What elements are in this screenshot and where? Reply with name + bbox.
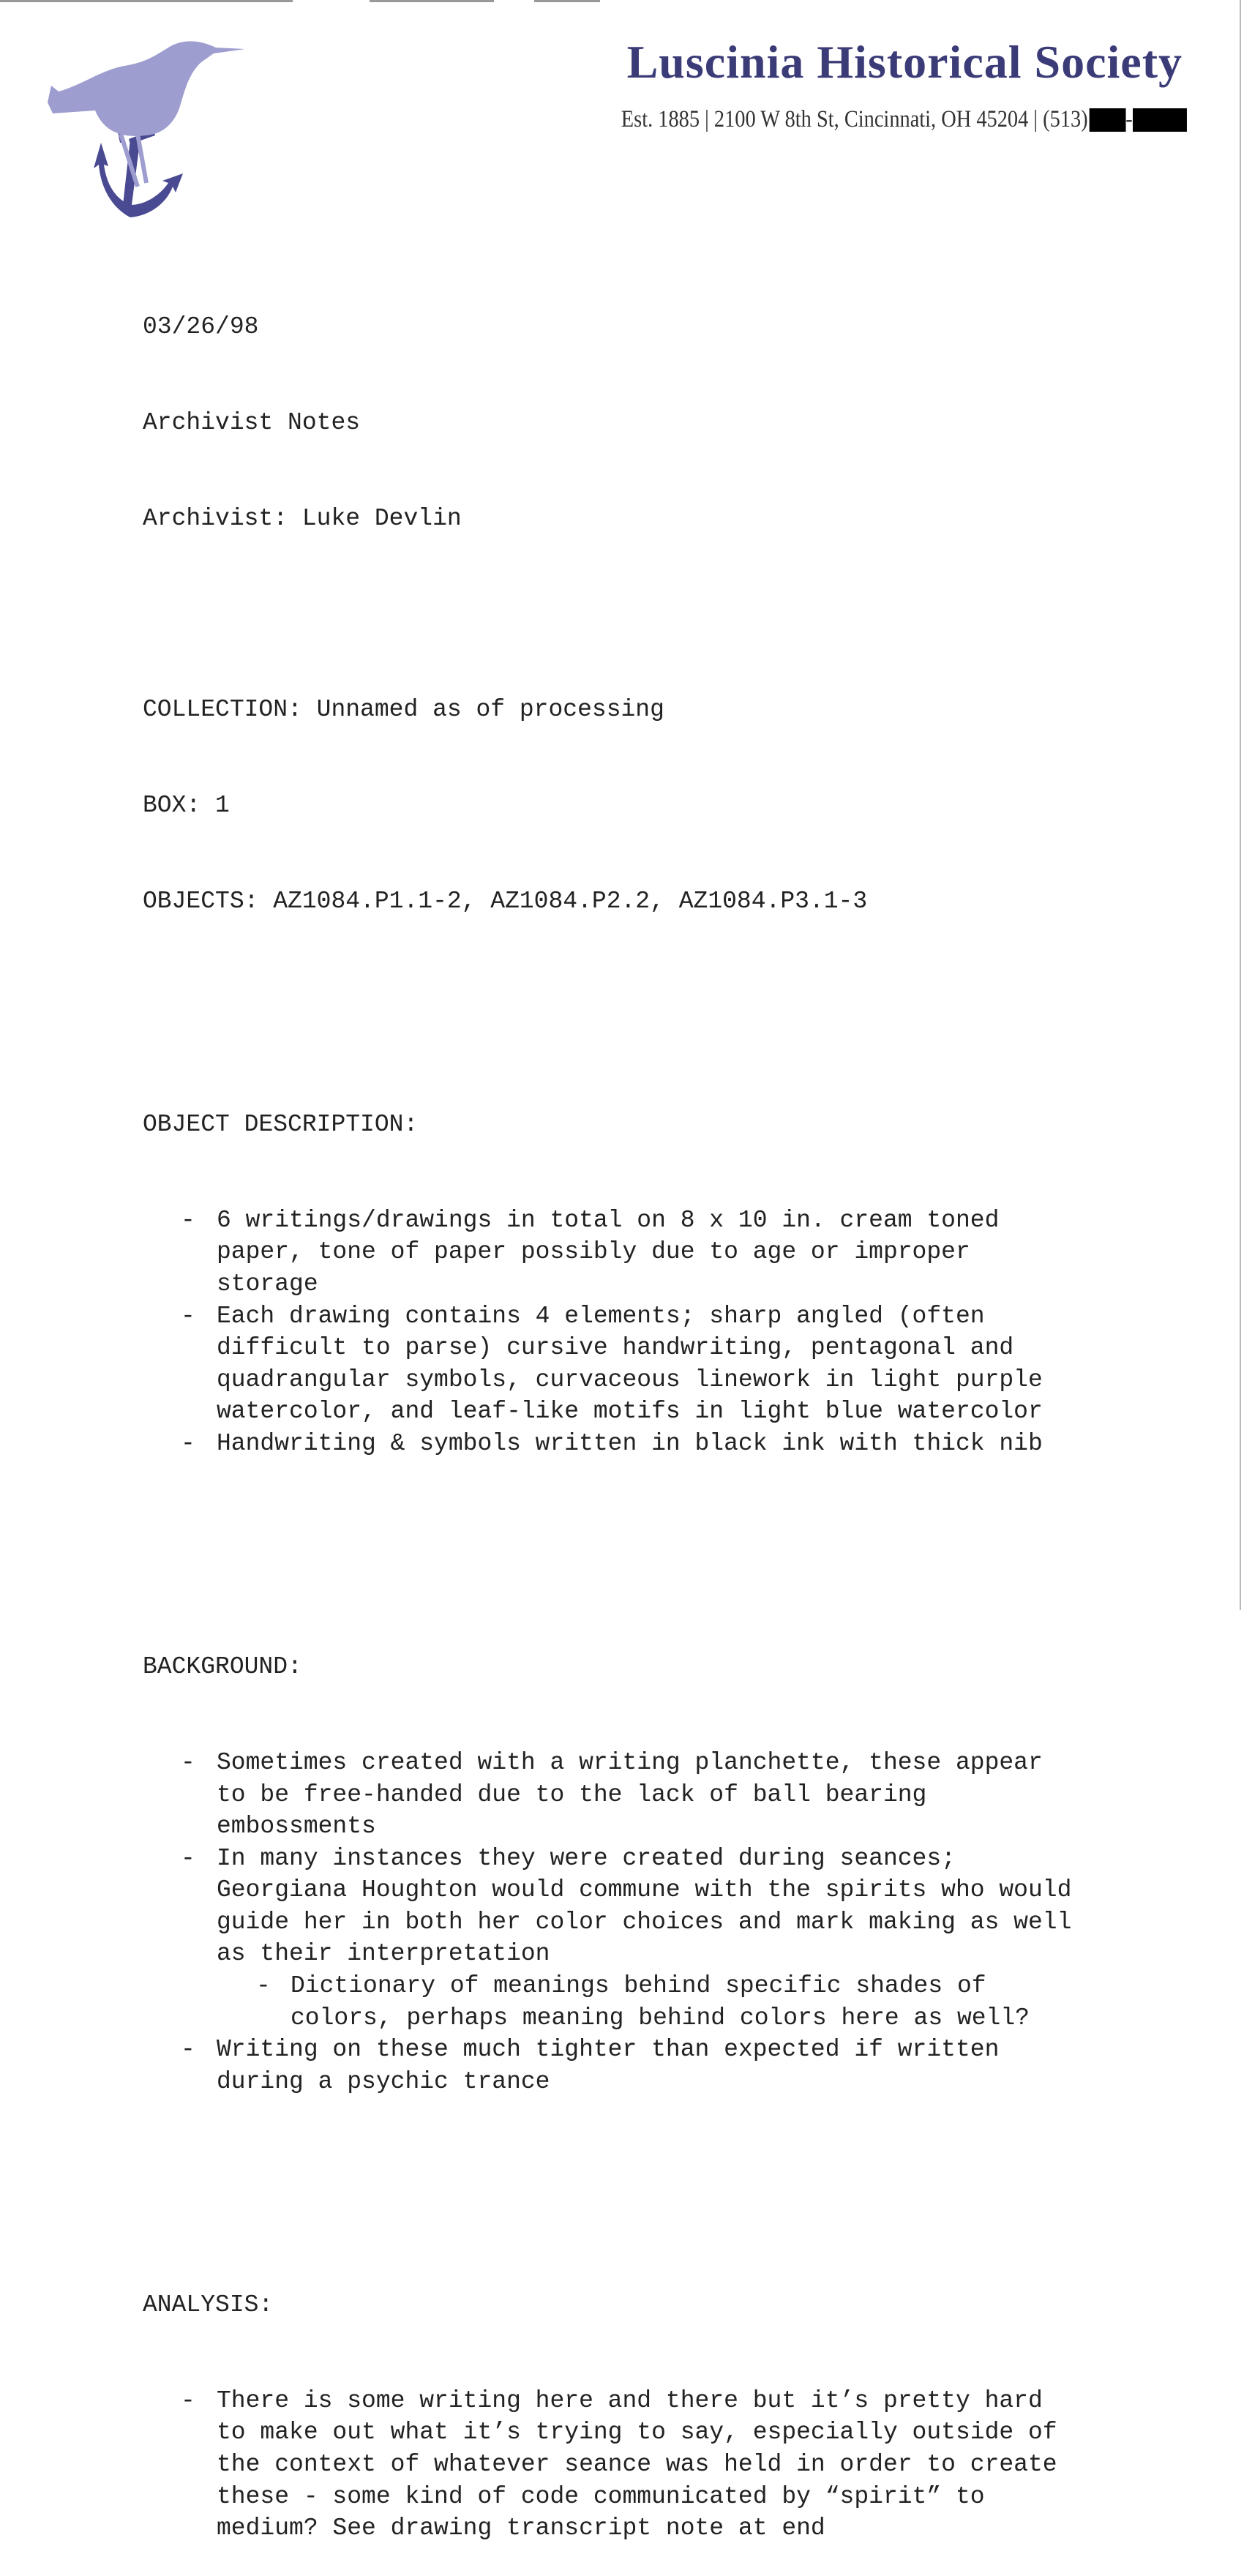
- box: BOX: 1: [143, 792, 230, 820]
- bullet-line: quadrangular symbols, curvaceous linework in light purple: [217, 1366, 1043, 1393]
- address-text: Est. 1885 | 2100 W 8th St, Cincinnati, OH 45204 | (513): [621, 106, 1088, 132]
- bullet-item: [143, 2034, 1071, 2097]
- bullet-dash: -: [181, 1206, 195, 1234]
- bullet-item: [143, 1843, 1071, 1970]
- bullet-line: paper, tone of paper possibly due to age or improper: [217, 1238, 970, 1266]
- organization-title: Luscinia Historical Society: [626, 36, 1183, 88]
- bullet-line: these - some kind of code communicated by “spirit” to: [217, 2482, 985, 2510]
- bullet-line: the context of whatever seance was held in order to create: [217, 2450, 1057, 2478]
- objects: OBJECTS: AZ1084.P1.1-2, AZ1084.P2.2, AZ1084.P3.1-3: [143, 887, 868, 915]
- bullet-line: 6 writings/drawings in total on 8 x 10 in. cream toned: [217, 1206, 1000, 1234]
- scan-mark: [534, 0, 600, 2]
- organization-address: [621, 106, 1187, 133]
- phone-separator: -: [1125, 106, 1134, 132]
- bullet-item: [143, 1428, 1071, 1460]
- bullet-line: difficult to parse) cursive handwriting, pentagonal and: [217, 1334, 1014, 1362]
- bullet-line: to be free-handed due to the lack of ball bearing: [217, 1781, 927, 1808]
- bullet-line: during a psychic trance: [217, 2067, 550, 2095]
- bullet-dash: -: [181, 1302, 195, 1330]
- bullet-line: as their interpretation: [217, 1940, 550, 1968]
- bird-anchor-logo-icon: [44, 40, 293, 231]
- redacted-block: [1090, 108, 1126, 132]
- bullet-line: Each drawing contains 4 elements; sharp angled (often: [217, 1302, 985, 1330]
- collection: COLLECTION: Unnamed as of processing: [143, 696, 664, 724]
- bullet-line: colors, perhaps meaning behind colors here as well?: [291, 2004, 1030, 2032]
- bullet-dash: -: [256, 1972, 271, 2000]
- bullet-item: [143, 1205, 1071, 1300]
- bullet-dash: -: [181, 1844, 195, 1872]
- section-heading: BACKGROUND:: [143, 1653, 302, 1681]
- bullet-line: guide her in both her color choices and mark making as well: [217, 1908, 1072, 1936]
- scan-mark: [0, 0, 293, 2]
- scan-mark: [370, 0, 494, 2]
- sub-bullet-item: [143, 1970, 1071, 2034]
- bullet-dash: -: [181, 1429, 195, 1457]
- archivist-notes: [143, 247, 1071, 2576]
- section-heading: ANALYSIS:: [143, 2291, 274, 2318]
- bullet-line: watercolor, and leaf-like motifs in light blue watercolor: [217, 1398, 1043, 1426]
- bullet-line: In many instances they were created during seances;: [217, 1844, 956, 1872]
- bullet-item: [143, 1300, 1071, 1428]
- archivist: Archivist: Luke Devlin: [143, 504, 462, 532]
- bullet-line: Handwriting & symbols written in black ink with thick nib: [217, 1429, 1043, 1457]
- bullet-dash: -: [181, 1748, 195, 1776]
- bullet-line: storage: [217, 1270, 318, 1298]
- redacted-block: [1133, 108, 1187, 132]
- bullet-line: There is some writing here and there but it’s pretty hard: [217, 2386, 1043, 2414]
- bullet-line: to make out what it’s trying to say, especially outside of: [217, 2419, 1057, 2446]
- bullet-line: Writing on these much tighter than expected if written: [217, 2036, 1000, 2064]
- bullet-line: Sometimes created with a writing planchette, these appear: [217, 1748, 1043, 1776]
- bullet-line: Georgiana Houghton would commune with the spirits who would: [217, 1876, 1072, 1904]
- bullet-line: Dictionary of meanings behind specific shades of: [291, 1972, 986, 2000]
- bullet-line: embossments: [217, 1813, 376, 1841]
- section-heading: OBJECT DESCRIPTION:: [143, 1111, 419, 1139]
- bullet-dash: -: [181, 2386, 195, 2414]
- document-type: Archivist Notes: [143, 408, 361, 436]
- bullet-line: medium? See drawing transcript note at end: [217, 2515, 825, 2542]
- date: 03/26/98: [143, 313, 259, 341]
- page-edge: [1240, 0, 1241, 1610]
- bullet-item: [143, 2385, 1071, 2545]
- bullet-dash: -: [181, 2036, 195, 2064]
- bullet-item: [143, 1747, 1071, 1843]
